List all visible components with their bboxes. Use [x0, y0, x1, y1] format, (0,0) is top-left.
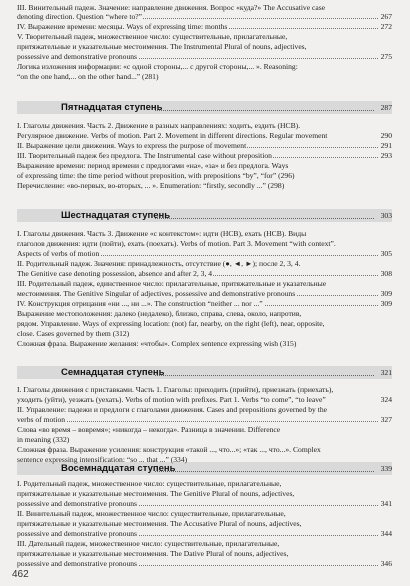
toc-page-number: 291	[380, 141, 392, 150]
toc-text: close. Cases governed by them (312)	[17, 329, 130, 338]
toc-text: III. Дательный падеж, множественное число: существительные, прилагательные,	[17, 539, 280, 548]
toc-line	[17, 181, 392, 190]
toc-line	[17, 12, 392, 21]
toc-text: possessive and demonstrative pronouns	[17, 529, 138, 538]
toc-page-number: 346	[380, 559, 392, 568]
toc-text: “on the one hand,... on the other hand...” (281)	[17, 72, 159, 81]
toc-text: possessive and demonstrative pronouns	[17, 52, 138, 61]
toc-text: Выражение времени: период времени с предлогами «на», «за» и без предлога. Ways	[17, 161, 289, 170]
toc-line	[17, 509, 392, 518]
toc-line	[17, 279, 392, 288]
toc-text: V. Творительный падеж, множественное число: существительные, прилагательные,	[17, 32, 288, 41]
toc-text: Логика изложения информации: «с одной стороны,... с другой стороны,... ». Reasoning:	[17, 62, 298, 71]
toc-line	[17, 309, 392, 318]
toc-line	[17, 72, 392, 81]
toc-page-number: 308	[380, 269, 392, 278]
toc-page-number: 275	[380, 52, 392, 61]
toc-text: II. Родительный падеж. Значения: принадлежность, отсутствие (●, ◄, ►); после 2, 3, 4.	[17, 259, 301, 268]
toc-page-number: 341	[380, 499, 392, 508]
section-page: 287	[380, 103, 392, 112]
toc-text: притяжательные и указательные местоимения. The Genitive Plural of nouns, adjectives,	[17, 489, 295, 498]
toc-text: of expressing time: the time period without preposition, with prepositions “by”, “for” (296)	[17, 171, 295, 180]
toc-line	[17, 249, 392, 258]
toc-page-number: 293	[380, 151, 392, 160]
toc-line	[17, 549, 392, 558]
toc-text: I. Глаголы движения. Часть 2. Движение в разных направлениях: ходить, ездить (НСВ).	[17, 121, 301, 130]
toc-line	[17, 141, 392, 150]
toc-text: possessive and demonstrative pronouns	[17, 559, 138, 568]
toc-text: притяжательные и указательные местоимения. The Dative Plural of nouns, adjectives,	[17, 549, 289, 558]
toc-text: Слова «во время – вовремя»; «никогда – некогда». Разница в значении. Difference	[17, 425, 281, 434]
toc-line	[17, 121, 392, 130]
toc-line	[17, 435, 392, 444]
toc-line	[17, 32, 392, 41]
toc-line	[17, 299, 392, 308]
toc-text: possessive and demonstrative pronouns	[17, 499, 138, 508]
toc-text: глаголов движения: идти (пойти), ехать (поехать). Verbs of motion. Part 3. Movement “with context”.	[17, 239, 336, 248]
toc-line	[17, 405, 392, 414]
page-number: 462	[12, 569, 29, 580]
toc-line	[17, 171, 392, 180]
toc-text: Выражение местоположения: далеко (недалеко), близко, справа, слева, около, напротив,	[17, 309, 302, 318]
leader-dots	[155, 375, 374, 376]
toc-text: I. Родительный падеж, множественное число: существительные, прилагательные,	[17, 479, 282, 488]
toc-line	[17, 499, 392, 508]
toc-text: Сложная фраза. Выражение желания: «чтобы». Complex sentence expressing wish (315)	[17, 339, 297, 348]
toc-text: притяжательные и указательные местоимения. The Accusative Plural of nouns, adjectives,	[17, 519, 302, 528]
toc-line	[17, 339, 392, 348]
toc-text: in meaning (332)	[17, 435, 70, 444]
toc-line	[17, 329, 392, 338]
toc-line	[17, 161, 392, 170]
section-page: 321	[380, 368, 392, 377]
toc-line	[17, 3, 392, 12]
leader-dots	[155, 471, 374, 472]
toc-text: притяжательные и указательные местоимения. The Instrumental Plural of nouns, adjectives,	[17, 42, 307, 51]
toc-line	[17, 479, 392, 488]
section-heading	[17, 209, 392, 222]
section-title: Семнадцатая ступень	[61, 367, 165, 378]
toc-text: Aspects of verbs of motion	[17, 249, 100, 258]
section-title: Восемнадцатая ступень	[61, 463, 176, 474]
toc-line	[17, 131, 392, 140]
toc-line	[17, 539, 392, 548]
toc-line	[17, 445, 392, 454]
toc-text: уходить (уйти), уезжать (уехать). Verbs of motion with prefixes. Part 1. Verbs “to come”, “to leave”	[17, 395, 326, 404]
leader-dots	[155, 110, 374, 111]
section-heading	[17, 101, 392, 114]
toc-text: II. Выражение цели движения. Ways to express the purpose of movement	[17, 141, 247, 150]
toc-page-number: 290	[380, 131, 392, 140]
toc-text: denoting direction. Question “where to?”	[17, 12, 143, 21]
toc-text: I. Глаголы движения. Часть 3. Движение «с контекстом»: идти (НСВ), ехать (НСВ). Виды	[17, 229, 307, 238]
toc-line	[17, 229, 392, 238]
toc-line	[17, 42, 392, 51]
toc-text: verbs of motion	[17, 415, 66, 424]
toc-text: местоимения. The Genitive Singular of adjectives, possessive and demonstrative pronouns	[17, 289, 296, 298]
toc-text: Сложная фраза. Выражение усиления: конструкция «такой ..., что...»; «так ..., что...». Complex	[17, 445, 321, 454]
toc-text: III. Родительный падеж, единственное число: прилагательные, притяжательные и указательные	[17, 279, 327, 288]
toc-page-number: 344	[380, 529, 392, 538]
toc-line	[17, 529, 392, 538]
section-title: Пятнадцатая ступень	[61, 102, 163, 113]
toc-line	[17, 385, 392, 394]
toc-text: IV. Выражение времени: месяцы. Ways of expressing time: months	[17, 22, 228, 31]
toc-line	[17, 319, 392, 328]
toc-line	[17, 289, 392, 298]
toc-line	[17, 151, 392, 160]
toc-text: Перечисление: «во-первых, во-вторых, ... ». Enumeration: “firstly, secondly ...” (298)	[17, 181, 285, 190]
toc-line	[17, 395, 392, 404]
toc-line	[17, 22, 392, 31]
toc-text: III. Творительный падеж без предлога. The Instrumental case without preposition	[17, 151, 272, 160]
toc-line	[17, 415, 392, 424]
toc-text: Регулярное движение. Verbs of motion. Part 2. Movement in different directions. Regular movement	[17, 131, 328, 140]
toc-page-number: 324	[380, 395, 392, 404]
toc-text: The Genitive case denoting possession, absence and after 2, 3, 4	[17, 269, 213, 278]
toc-page-number: 272	[380, 22, 392, 31]
toc-page-number: 305	[380, 249, 392, 258]
toc-page-number: 309	[380, 299, 392, 308]
leader-dots	[155, 218, 374, 219]
toc-text: III. Винительный падеж. Значение: направление движения. Вопрос «куда?» The Accusative case	[17, 3, 326, 12]
toc-line	[17, 559, 392, 568]
toc-page-number: 309	[380, 289, 392, 298]
section-page: 303	[380, 211, 392, 220]
toc-text: I. Глаголы движения с приставками. Часть 1. Глаголы: приходить (прийти), приезжать (приехать),	[17, 385, 334, 394]
toc-line	[17, 239, 392, 248]
section-title: Шестнадцатая ступень	[61, 210, 171, 221]
section-heading	[17, 366, 392, 379]
toc-line	[17, 269, 392, 278]
toc-page-number: 267	[380, 12, 392, 21]
toc-text: II. Управление: падежи и предлоги с глаголами движения. Cases and prepositions governed by the	[17, 405, 328, 414]
toc-text: рядом. Управление. Ways of expressing location: (not) far, nearby, on the right (left), near, opposite,	[17, 319, 325, 328]
toc-page-number: 327	[380, 415, 392, 424]
toc-line	[17, 259, 392, 268]
toc-text: sentence expressing intensification: “so ... that ...” (334)	[17, 455, 188, 464]
toc-line	[17, 519, 392, 528]
section-page: 339	[380, 464, 392, 473]
toc-line	[17, 52, 392, 61]
toc-line	[17, 62, 392, 71]
toc-text: IV. Конструкция отрицания «ни ..., ни ...». The construction “neither ... nor ...”	[17, 299, 263, 308]
toc-line	[17, 425, 392, 434]
toc-text: II. Винительный падеж, множественное число: существительные, прилагательные,	[17, 509, 286, 518]
toc-line	[17, 489, 392, 498]
toc-line	[17, 455, 392, 464]
